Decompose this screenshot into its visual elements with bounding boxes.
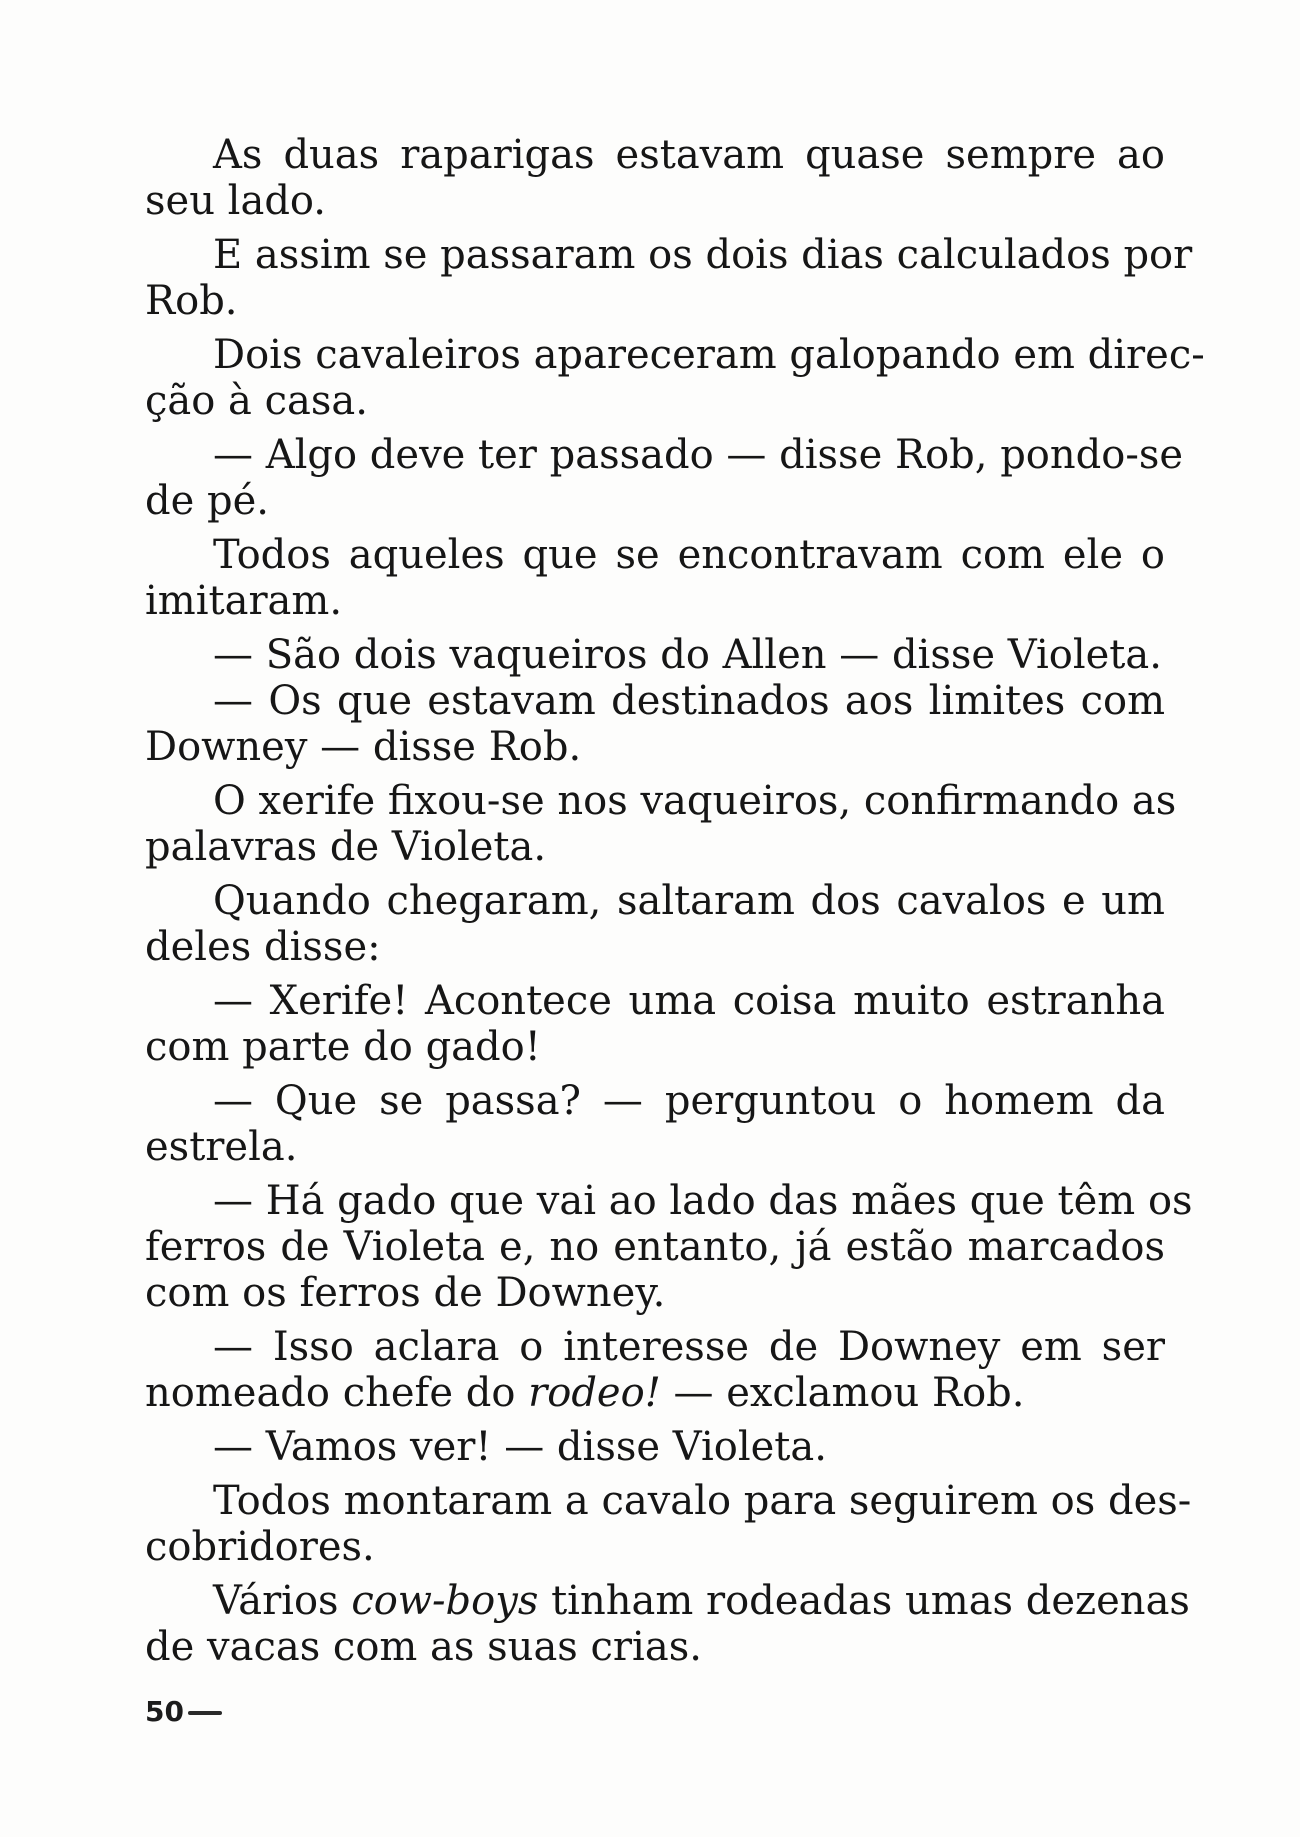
text-line: Dois cavaleiros apareceram galopando em direc-	[213, 332, 1205, 378]
text-line: — Os que estavam destinados aos limites com	[213, 678, 1165, 724]
text-line: nomeado chefe do rodeo! — exclamou Rob.	[145, 1370, 1025, 1416]
text-line: ção à casa.	[145, 378, 368, 424]
italic-word: cow-boys	[351, 1578, 539, 1624]
text-line: — Que se passa? — perguntou o homem da	[213, 1078, 1165, 1124]
page-number-dash	[188, 1711, 222, 1715]
text-line: O xerife fixou-se nos vaqueiros, confirmando as	[213, 778, 1177, 824]
text-line: com parte do gado!	[145, 1024, 541, 1070]
text-line: com os ferros de Downey.	[145, 1270, 666, 1316]
text-line: Vários cow-boys tinham rodeadas umas dezenas	[213, 1578, 1190, 1624]
text-line: palavras de Violeta.	[145, 824, 547, 870]
text-line: — Vamos ver! — disse Violeta.	[213, 1424, 827, 1470]
text-line: de vacas com as suas crias.	[145, 1624, 702, 1670]
italic-word: rodeo!	[528, 1370, 661, 1416]
text-line: As duas raparigas estavam quase sempre ao	[213, 132, 1165, 178]
text-line: — Isso aclara o interesse de Downey em ser	[213, 1324, 1165, 1370]
text-line: de pé.	[145, 478, 269, 524]
text-line: estrela.	[145, 1124, 298, 1170]
text-line: ferros de Violeta e, no entanto, já estão marcados	[145, 1224, 1165, 1270]
text-line: — Xerife! Acontece uma coisa muito estranha	[213, 978, 1165, 1024]
text-line: Rob.	[145, 278, 238, 324]
page-number-value: 50	[145, 1695, 184, 1728]
text-line: E assim se passaram os dois dias calculados por	[213, 232, 1193, 278]
text-line: — São dois vaqueiros do Allen — disse Violeta.	[213, 632, 1162, 678]
text-line: Downey — disse Rob.	[145, 724, 582, 770]
text-line: Todos aqueles que se encontravam com ele o	[213, 532, 1165, 578]
text-line: seu lado.	[145, 178, 327, 224]
body-text	[145, 132, 1205, 1670]
text-line: — Há gado que vai ao lado das mães que têm os	[213, 1178, 1193, 1224]
text-line: — Algo deve ter passado — disse Rob, pondo-se	[213, 432, 1184, 478]
text-line: imitaram.	[145, 578, 343, 624]
text-line: Quando chegaram, saltaram dos cavalos e um	[213, 878, 1165, 924]
page-number	[145, 1695, 222, 1729]
text-line: Todos montaram a cavalo para seguirem os des-	[213, 1478, 1192, 1524]
text-line: cobridores.	[145, 1524, 375, 1570]
text-line: deles disse:	[145, 924, 381, 970]
